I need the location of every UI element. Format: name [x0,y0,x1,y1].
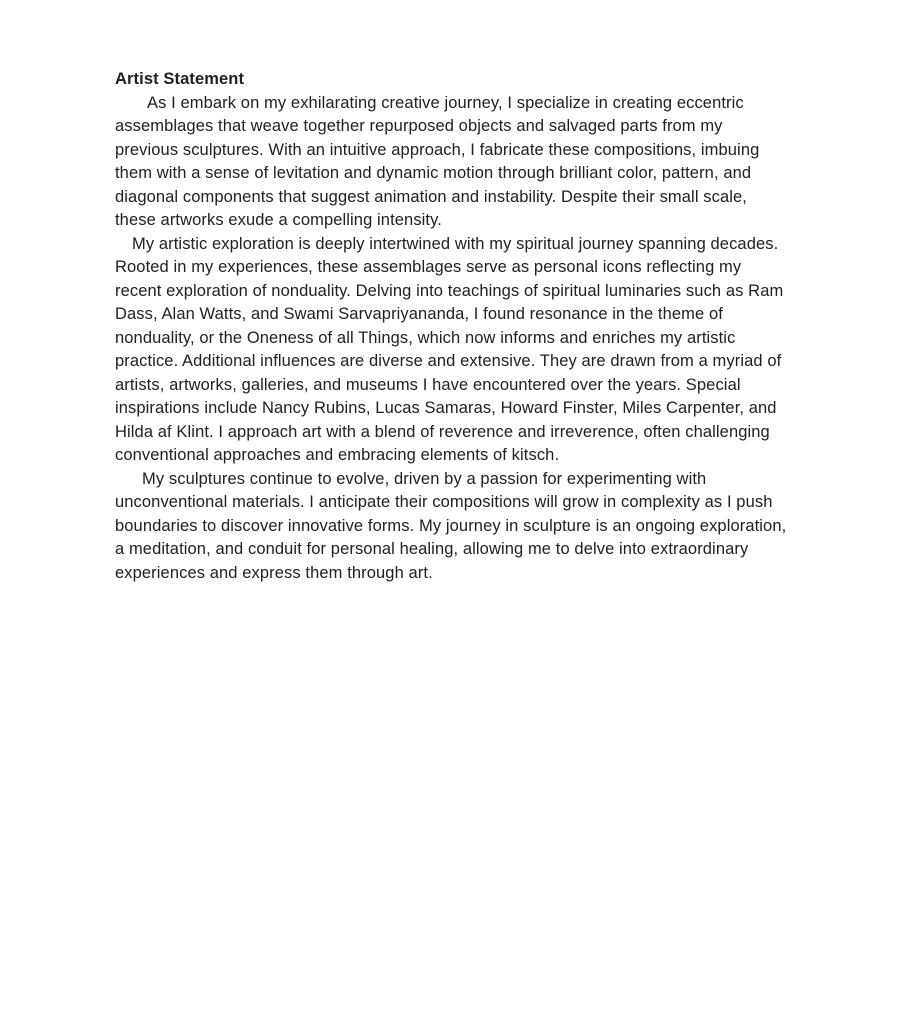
paragraph: As I embark on my exhilarating creative journey, I specialize in creating eccentric assemblages that weave together repurposed objects and salvaged parts from my previous sculptures. With an intuitive approach, I fabricate these compositions, imbuing them with a sense of levitation and dynamic motion through brilliant color, pattern, and diagonal components that suggest animation and instability. Despite their small scale, these artworks exude a compelling intensity. [115,93,760,229]
document-title: Artist Statement [115,70,245,88]
document-body [115,92,790,586]
paragraph: My sculptures continue to evolve, driven by a passion for experimenting with unconventional materials. I anticipate their compositions will grow in complexity as I push boundaries to discover innovative forms. My journey in sculpture is an ongoing exploration, a meditation, and conduit for personal healing, allowing me to delve into extraordinary experiences and express them through art. [115,469,787,582]
document-page [115,68,790,585]
paragraph: My artistic exploration is deeply intertwined with my spiritual journey spanning decades. Rooted in my experiences, these assemblages serve as personal icons reflecting my recent exploration of nonduality. Delving into teachings of spiritual luminaries such as Ram Dass, Alan Watts, and Swami Sarvapriyananda, I found resonance in the theme of nonduality, or the Oneness of all Things, which now informs and enriches my artistic practice. Additional influences are diverse and extensive. They are drawn from a myriad of artists, artworks, galleries, and museums I have encountered over the years. Special inspirations include Nancy Rubins, Lucas Samaras, Howard Finster, Miles Carpenter, and Hilda af Klint. I approach art with a blend of reverence and irreverence, often challenging conventional approaches and embracing elements of kitsch. [115,234,784,464]
